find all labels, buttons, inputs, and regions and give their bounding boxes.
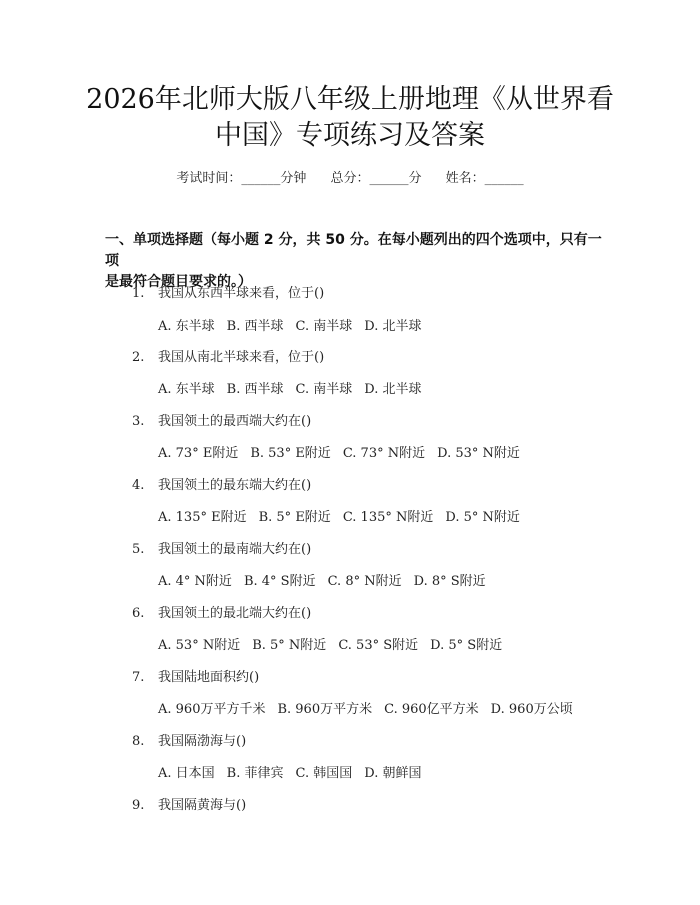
question-number: 7. <box>132 670 145 685</box>
option-b: B. 53° E附近 <box>250 446 331 461</box>
question-text: 我国从东西半球来看，位于() <box>158 286 325 301</box>
option-a: A. 日本国 <box>158 766 215 781</box>
option-b: B. 西半球 <box>226 319 284 334</box>
question-text: 我国领土的最北端大约在() <box>158 606 312 621</box>
option-b: B. 菲律宾 <box>226 766 284 781</box>
question-8 <box>132 730 246 749</box>
option-b: B. 西半球 <box>226 382 284 397</box>
question-text: 我国隔渤海与() <box>158 734 247 749</box>
option-c: C. 8° N附近 <box>327 574 402 589</box>
option-a: A. 东半球 <box>158 382 215 397</box>
option-c: C. 53° S附近 <box>338 638 419 653</box>
document-title-line-1: 2026年北师大版八年级上册地理《从世界看 <box>86 84 614 115</box>
option-a: A. 73° E附近 <box>158 446 239 461</box>
total-score-field: 总分：______分 <box>330 171 422 186</box>
question-text: 我国领土的最东端大约在() <box>158 478 312 493</box>
option-c: C. 73° N附近 <box>342 446 426 461</box>
question-8-options <box>158 762 433 781</box>
question-number: 9. <box>132 798 145 813</box>
question-number: 6. <box>132 606 145 621</box>
question-number: 2. <box>132 350 145 365</box>
document-title-line-2: 中国》专项练习及答案 <box>215 120 485 151</box>
option-a: A. 53° N附近 <box>158 638 241 653</box>
section-heading-line-1: 一、单项选择题（每小题 2 分，共 50 分。在每小题列出的四个选项中，只有一项 <box>105 232 602 269</box>
student-name-field: 姓名：______ <box>445 171 524 186</box>
option-d: D. 朝鲜国 <box>364 766 422 781</box>
option-b: B. 960万平方米 <box>277 702 373 717</box>
option-b: B. 4° S附近 <box>243 574 316 589</box>
question-number: 5. <box>132 542 145 557</box>
question-2-options <box>158 378 433 397</box>
question-7 <box>132 666 259 685</box>
option-b: B. 5° E附近 <box>258 510 331 525</box>
option-c: C. 南半球 <box>295 382 353 397</box>
option-c: C. 960亿平方米 <box>384 702 479 717</box>
question-9 <box>132 794 246 813</box>
question-1-options <box>158 315 433 334</box>
question-number: 8. <box>132 734 145 749</box>
option-d: D. 北半球 <box>364 382 422 397</box>
option-d: D. 5° N附近 <box>445 510 520 525</box>
question-3-options <box>158 442 532 461</box>
question-number: 1. <box>132 286 145 301</box>
question-5 <box>132 538 311 557</box>
option-d: D. 53° N附近 <box>437 446 520 461</box>
question-7-options <box>158 698 585 717</box>
question-4-options <box>158 506 532 525</box>
question-6 <box>132 602 311 621</box>
option-b: B. 5° N附近 <box>252 638 327 653</box>
option-d: D. 960万公顷 <box>490 702 573 717</box>
option-c: C. 南半球 <box>295 319 353 334</box>
option-c: C. 135° N附近 <box>342 510 434 525</box>
question-1 <box>132 282 324 301</box>
option-a: A. 东半球 <box>158 319 215 334</box>
question-6-options <box>158 634 514 653</box>
question-number: 4. <box>132 478 145 493</box>
option-d: D. 8° S附近 <box>413 574 486 589</box>
option-a: A. 135° E附近 <box>158 510 247 525</box>
option-c: C. 韩国国 <box>295 766 353 781</box>
question-number: 3. <box>132 414 145 429</box>
exam-meta-line <box>0 167 700 186</box>
exam-time-field: 考试时间：______分钟 <box>176 171 307 186</box>
question-text: 我国从南北半球来看，位于() <box>158 350 325 365</box>
question-3 <box>132 410 311 429</box>
question-text: 我国隔黄海与() <box>158 798 247 813</box>
question-text: 我国领土的最西端大约在() <box>158 414 312 429</box>
section-heading-line-2: 是最符合题目要求的。） <box>105 274 252 290</box>
option-a: A. 960万平方千米 <box>158 702 266 717</box>
question-2 <box>132 346 324 365</box>
option-a: A. 4° N附近 <box>158 574 232 589</box>
option-d: D. 5° S附近 <box>430 638 503 653</box>
question-text: 我国领土的最南端大约在() <box>158 542 312 557</box>
question-text: 我国陆地面积约() <box>158 670 260 685</box>
question-4 <box>132 474 311 493</box>
option-d: D. 北半球 <box>364 319 422 334</box>
question-5-options <box>158 570 498 589</box>
